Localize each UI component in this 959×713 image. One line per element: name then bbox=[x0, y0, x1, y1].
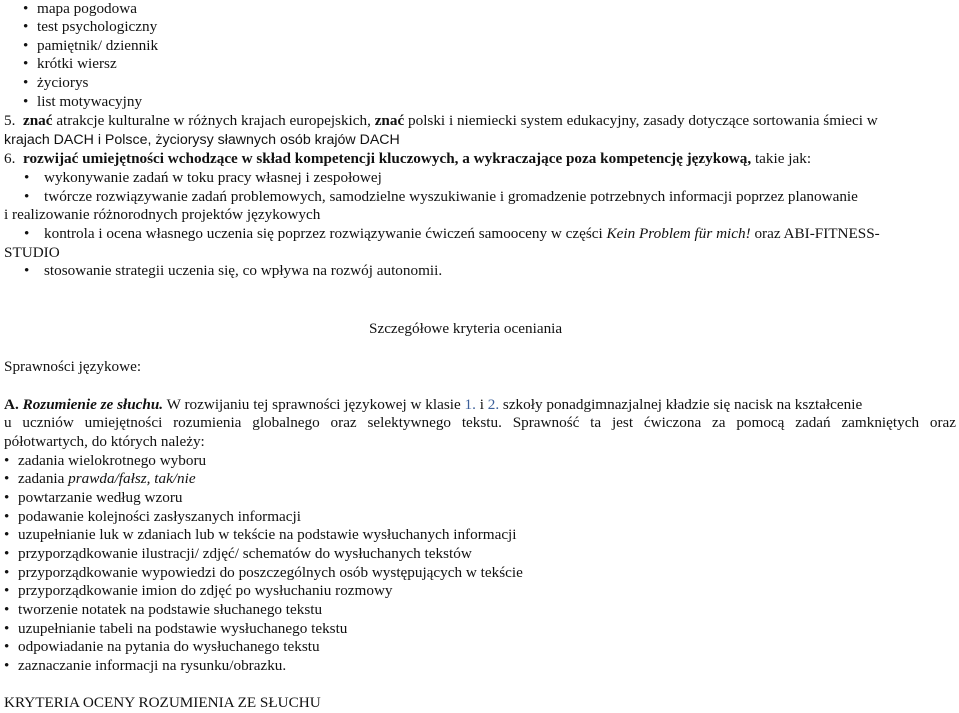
list-item: • krótki wiersz bbox=[23, 55, 117, 72]
footer-heading: KRYTERIA OCENY ROZUMIENIA ZE SŁUCHU bbox=[4, 694, 321, 711]
list-item: • przyporządkowanie wypowiedzi do poszczególnych osób występujących w tekście bbox=[4, 564, 523, 581]
list-item: • stosowanie strategii uczenia się, co wpływa na rozwój autonomii. bbox=[24, 262, 443, 279]
list-item: • wykonywanie zadań w toku pracy własnej i zespołowej bbox=[24, 169, 382, 186]
list-item: • test psychologiczny bbox=[23, 18, 158, 35]
criteria-heading: Szczegółowe kryteria oceniania bbox=[369, 320, 563, 337]
list-item: • pamiętnik/ dziennik bbox=[23, 37, 159, 54]
list-item: • zaznaczanie informacji na rysunku/obrazku. bbox=[4, 657, 287, 674]
list-item: • powtarzanie według wzoru bbox=[4, 489, 183, 506]
list-item: • przyporządkowanie ilustracji/ zdjęć/ schematów do wysłuchanych tekstów bbox=[4, 545, 472, 562]
list-item: • odpowiadanie na pytania do wysłuchanego tekstu bbox=[4, 638, 320, 655]
list-item-continuation: i realizowanie różnorodnych projektów językowych bbox=[4, 206, 321, 223]
skills-heading: Sprawności językowe: bbox=[4, 358, 142, 375]
section-a-line2: u uczniów umiejętności rozumienia globalnego oraz selektywnego tekstu. Sprawność ta jest ćwiczona za pomocą zadań zamkniętych oraz bbox=[4, 414, 956, 431]
list-item: • podawanie kolejności zasłyszanych informacji bbox=[4, 508, 301, 525]
section-a-line3: półotwartych, do których należy: bbox=[4, 433, 205, 450]
list-item: • zadania prawda/fałsz, tak/nie bbox=[4, 470, 196, 487]
item-5-line1: 5. znać atrakcje kulturalne w różnych krajach europejskich, znać polski i niemiecki system edukacyjny, zasady dotyczące sortowania śmieci w bbox=[4, 112, 878, 129]
list-item: • tworzenie notatek na podstawie słuchanego tekstu bbox=[4, 601, 323, 618]
item-6-heading: 6. rozwijać umiejętności wchodzące w skład kompetencji kluczowych, a wykraczające poza kompetencję językową, takie jak: bbox=[4, 150, 812, 167]
list-item: • mapa pogodowa bbox=[23, 0, 137, 17]
list-item: • list motywacyjny bbox=[23, 93, 143, 110]
list-item: • życiorys bbox=[23, 74, 89, 91]
section-a-line1: A. Rozumienie ze słuchu. W rozwijaniu tej sprawności językowej w klasie 1. i 2. szkoły ponadgimnazjalnej kładzie się nacisk na kształcenie bbox=[4, 396, 863, 413]
list-item: • twórcze rozwiązywanie zadań problemowych, samodzielne wyszukiwanie i gromadzenie potrzebnych informacji poprzez planowanie bbox=[24, 188, 858, 205]
list-item: • zadania wielokrotnego wyboru bbox=[4, 452, 207, 469]
list-item: • uzupełnianie luk w zdaniach lub w tekście na podstawie wysłuchanych informacji bbox=[4, 526, 517, 543]
list-item: • kontrola i ocena własnego uczenia się poprzez rozwiązywanie ćwiczeń samooceny w części Kein Problem für mich! oraz ABI-FITNESS- bbox=[24, 225, 880, 242]
list-item: • przyporządkowanie imion do zdjęć po wysłuchaniu rozmowy bbox=[4, 582, 393, 599]
item-5-line2: krajach DACH i Polsce, życiorysy sławnych osób krajów DACH bbox=[4, 132, 400, 148]
list-item: • uzupełnianie tabeli na podstawie wysłuchanego tekstu bbox=[4, 620, 348, 637]
list-item-continuation: STUDIO bbox=[4, 244, 60, 261]
